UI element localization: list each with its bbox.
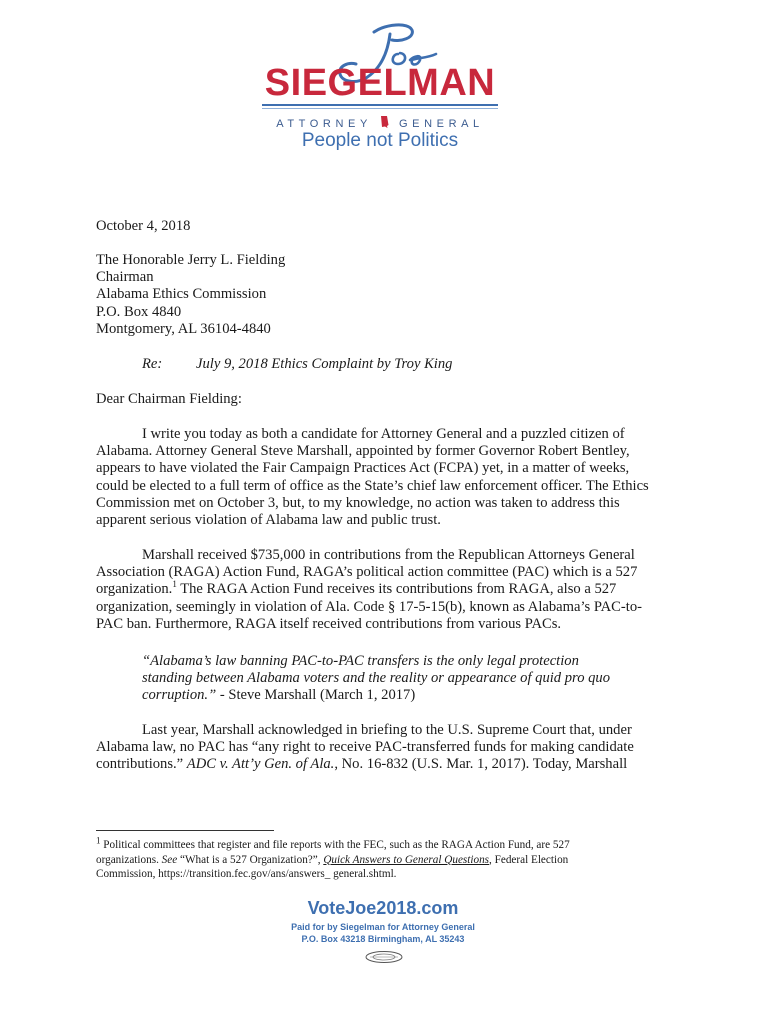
footnote-divider	[96, 830, 274, 831]
addressee-line: The Honorable Jerry L. Fielding	[96, 252, 286, 268]
quote-attribution: - Steve Marshall (March 1, 2017)	[216, 687, 416, 704]
campaign-website: VoteJoe2018.com	[307, 898, 459, 918]
quote-line	[142, 670, 662, 687]
office-left: ATTORNEY	[276, 118, 372, 130]
office-title	[262, 116, 498, 130]
salutation: Dear Chairman Fielding:	[96, 391, 242, 407]
campaign-address: P.O. Box 43218 Birmingham, AL 35243	[301, 934, 465, 944]
letterhead-rule-thin	[262, 108, 498, 109]
paragraph-text: The RAGA Action Fund receives its contributions from RAGA, also a 527	[176, 581, 617, 598]
paragraph-line: could be elected to a full term of office as the State’s chief law enforcement officer. The Ethics	[96, 477, 649, 494]
footnote-source-text: Quick Answers to General Questions	[323, 853, 490, 866]
paragraph-line: PAC ban. Furthermore, RAGA itself received contributions from various PACs.	[96, 615, 562, 632]
addressee-line: P.O. Box 4840	[96, 303, 182, 320]
quote-line	[142, 653, 662, 670]
re-label: Re:	[142, 356, 163, 372]
paragraph-text: contributions.”	[96, 756, 187, 773]
addressee-block	[96, 252, 671, 338]
footnote-line: Commission, https://transition.fec.gov/ans/answers_ general.shtml.	[96, 868, 397, 881]
paragraph-text: organization.	[96, 581, 173, 598]
paragraph-line: organization, seemingly in violation of Ala. Code § 17-5-15(b), known as Alabama’s PAC-to-	[96, 598, 642, 615]
paragraph-line: Last year, Marshall acknowledged in briefing to the U.S. Supreme Court that, under	[142, 722, 632, 738]
paragraph-line: I write you today as both a candidate for Attorney General and a puzzled citizen of	[142, 426, 625, 442]
quote-line	[142, 687, 662, 704]
addressee-line: Montgomery, AL 36104-4840	[96, 320, 271, 337]
paragraph-line: Alabama. Attorney General Steve Marshall, appointed by former Governor Robert Bentley,	[96, 443, 630, 460]
paragraph-line: Alabama law, no PAC has “any right to receive PAC-transferred funds for making candidate	[96, 739, 634, 756]
footnote-line	[96, 853, 656, 868]
quote-text: corruption.”	[142, 687, 217, 704]
paragraph-line: appears to have violated the Fair Campaign Practices Act (FCPA) yet, in a matter of weeks,	[96, 460, 630, 477]
footnote-text: “What is a 527 Organization?”,	[177, 853, 324, 866]
case-citation: ADC v. Att’y Gen. of Ala.	[186, 756, 335, 773]
paragraph-line: Association (RAGA) Action Fund, RAGA’s political action committee (PAC) which is a 527	[96, 564, 638, 581]
paragraph-3	[96, 722, 671, 774]
alabama-state-icon	[381, 116, 389, 128]
paragraph-line: Marshall received $735,000 in contributions from the Republican Attorneys General	[142, 547, 635, 563]
letterhead-rule	[262, 104, 498, 106]
paragraph-2	[96, 547, 671, 633]
office-right: GENERAL	[399, 118, 484, 130]
re-line	[142, 356, 452, 373]
paragraph-text: , No. 16-832 (U.S. Mar. 1, 2017). Today, Marshall	[334, 756, 628, 773]
addressee-line: Chairman	[96, 269, 154, 286]
letter-date: October 4, 2018	[96, 218, 191, 234]
footnote-see: See	[161, 853, 178, 866]
footnote-source	[323, 854, 489, 866]
paragraph-1	[96, 426, 671, 529]
footnote-line	[96, 835, 656, 853]
footnote-number: 1	[96, 835, 101, 846]
marshall-quote	[142, 653, 662, 705]
paragraph-line	[96, 581, 671, 598]
paragraph-line	[96, 756, 671, 773]
tagline: People not Politics	[301, 130, 459, 151]
footnote-text: , Federal Election	[489, 853, 569, 866]
candidate-last-name: SIEGELMAN	[264, 62, 496, 104]
quote-text: “Alabama’s law banning PAC-to-PAC transfers is the only legal protection	[142, 653, 579, 669]
paid-for-disclaimer: Paid for by Siegelman for Attorney General	[291, 922, 475, 932]
paragraph-line: apparent serious violation of Alabama law and public trust.	[96, 512, 441, 529]
footnote	[96, 835, 656, 882]
addressee-line: Alabama Ethics Commission	[96, 286, 267, 303]
union-bug-icon	[364, 950, 404, 964]
paragraph-line: Commission met on October 3, but, to my knowledge, no action was taken to address this	[96, 494, 620, 511]
footnote-text: Political committees that register and file reports with the FEC, such as the RAGA Action Fund, are 527	[100, 839, 570, 851]
footnote-text: organizations.	[96, 853, 162, 866]
quote-text: standing between Alabama voters and the reality or appearance of quid pro quo	[142, 670, 611, 687]
re-subject: July 9, 2018 Ethics Complaint by Troy King	[196, 356, 453, 372]
footnote-marker: 1	[172, 579, 177, 590]
